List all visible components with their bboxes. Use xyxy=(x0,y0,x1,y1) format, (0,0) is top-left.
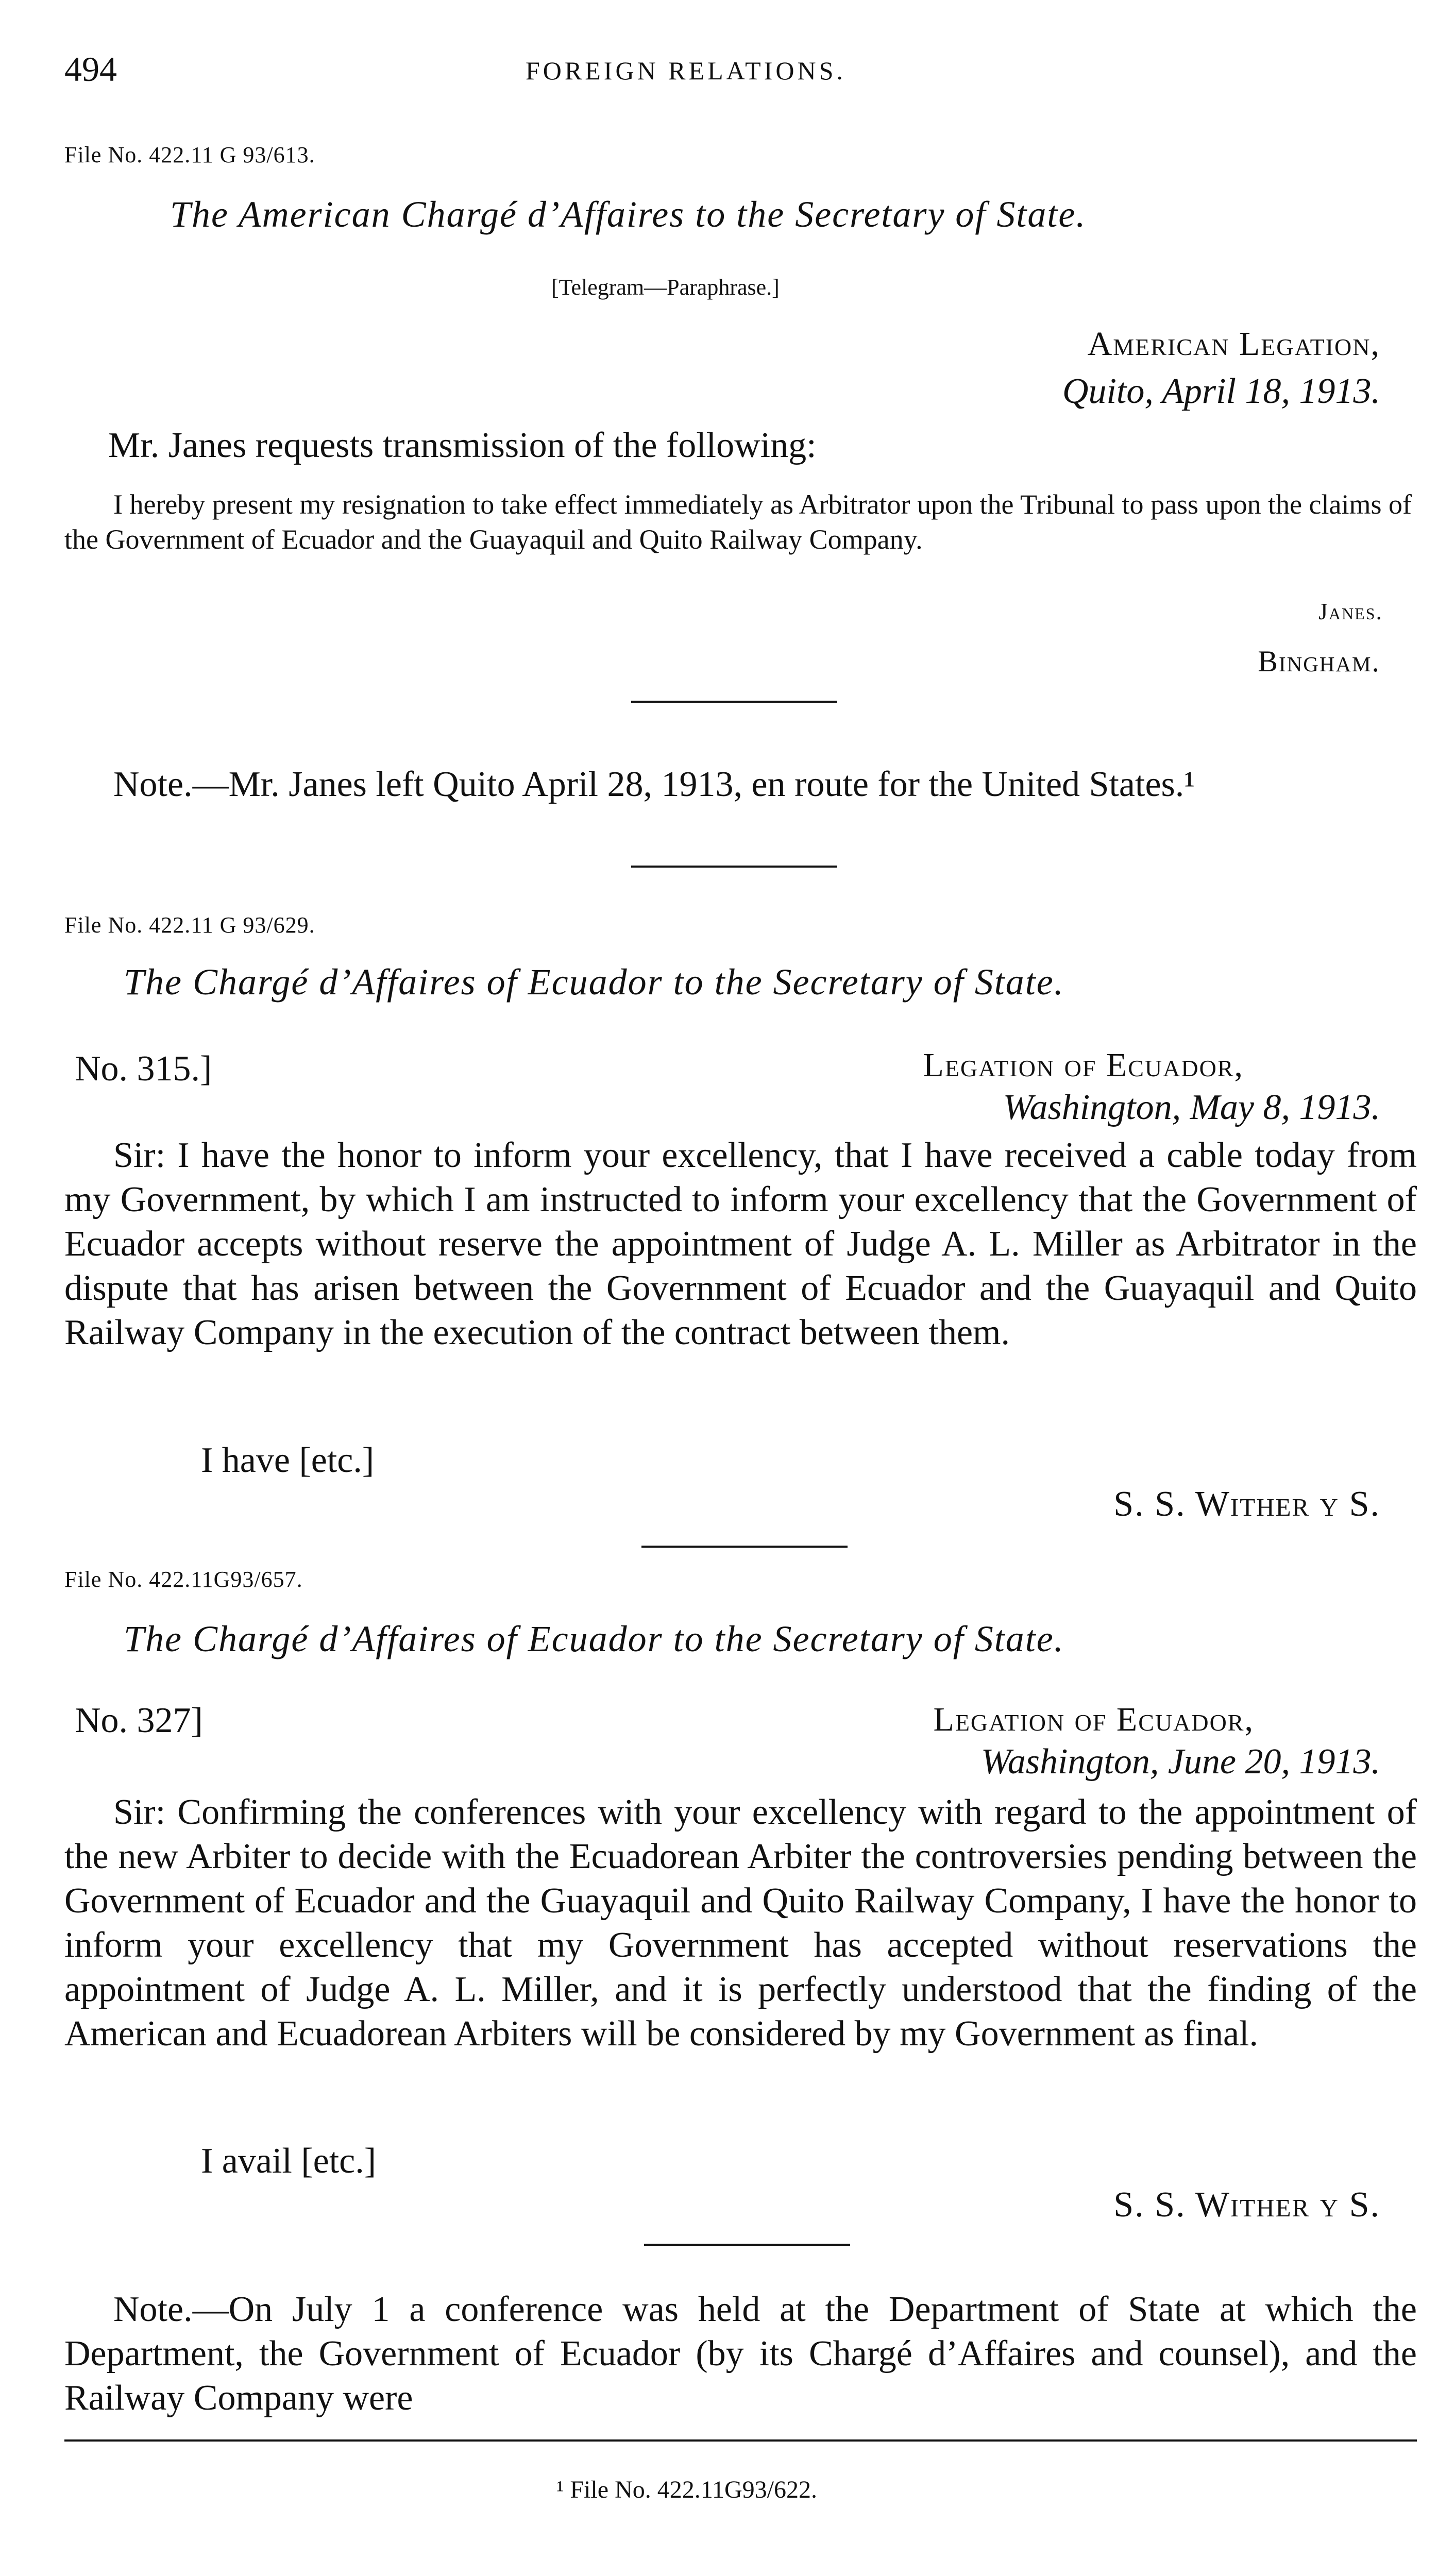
letter-heading: The American Chargé d’Affaires to the Secretary of State. xyxy=(170,194,1087,235)
quote-signature: Janes. xyxy=(1318,598,1383,624)
page-number: 494 xyxy=(64,49,117,89)
letter-closing: I have [etc.] xyxy=(201,1440,375,1480)
footnote: ¹ File No. 422.11G93/622. xyxy=(556,2476,817,2503)
signature: Bingham. xyxy=(1258,645,1380,678)
telegram-note: [Telegram—Paraphrase.] xyxy=(551,275,780,300)
letter-number: No. 315.] xyxy=(75,1049,212,1089)
letter-closing: I avail [etc.] xyxy=(201,2141,377,2181)
file-number: File No. 422.11 G 93/629. xyxy=(64,912,315,938)
letter-date: Washington, May 8, 1913. xyxy=(1003,1088,1380,1127)
file-number: File No. 422.11G93/657. xyxy=(64,1567,303,1592)
letter-date: Washington, June 20, 1913. xyxy=(980,1742,1380,1782)
file-number: File No. 422.11 G 93/613. xyxy=(64,142,315,167)
letter-body: Sir: Confirming the conferences with your excellency with regard to the appointment of the new Arbiter to decide with the Ecuadorean Arbiter the controversies pending between the Government of Ecuador and the Guayaquil and Quito Railway Company, I have the honor to inform your excellency that my Government has accepted without reservations the appointment of Judge A. L. Miller, and it is perfectly understood that the finding of the American and Ecuadorean Arbiters will be considered by my Government as final. xyxy=(64,1792,1417,2054)
letter-heading: The Chargé d’Affaires of Ecuador to the Secretary of State. xyxy=(124,1618,1064,1659)
legation-place: Legation of Ecuador, xyxy=(933,1701,1254,1738)
section-divider xyxy=(631,701,837,703)
legation-place: American Legation, xyxy=(1087,325,1380,363)
editorial-note: Note.—Mr. Janes left Quito April 28, 1913, en route for the United States.¹ xyxy=(113,765,1195,804)
letter-body: Sir: I have the honor to inform your excellency, that I have received a cable today from my Government, by which I am instructed to inform your excellency that the Government of Ecuador accepts without reserve the appointment of Judge A. L. Miller as Arbitrator in the dispute that has arisen between the Government of Ecuador and the Guayaquil and Quito Railway Company in the execution of the contract between them. xyxy=(64,1136,1417,1352)
running-title: FOREIGN RELATIONS. xyxy=(526,56,846,85)
letter-date: Quito, April 18, 1913. xyxy=(1062,371,1380,411)
letter-heading: The Chargé d’Affaires of Ecuador to the Secretary of State. xyxy=(124,961,1064,1003)
section-divider xyxy=(641,1546,848,1548)
editorial-note: Note.—On July 1 a conference was held at the Department of State at which the Department, the Government of Ecuador (by its Chargé d’Affaires and counsel), and the Railway Company were xyxy=(64,2290,1417,2418)
legation-place: Legation of Ecuador, xyxy=(923,1046,1244,1084)
quoted-telegram: I hereby present my resignation to take effect immediately as Arbitrator upon the Tribunal to pass upon the claims of the Government of Ecuador and the Guayaquil and Quito Railway Company. xyxy=(64,489,1412,555)
letter-number: No. 327] xyxy=(75,1701,203,1740)
section-divider xyxy=(631,866,837,868)
signature: S. S. Wither y S. xyxy=(1113,1484,1380,1524)
signature: S. S. Wither y S. xyxy=(1113,2185,1380,2225)
footnote-rule xyxy=(64,2439,1417,2442)
section-divider xyxy=(644,2244,850,2246)
intro-line: Mr. Janes requests transmission of the following: xyxy=(108,426,817,465)
